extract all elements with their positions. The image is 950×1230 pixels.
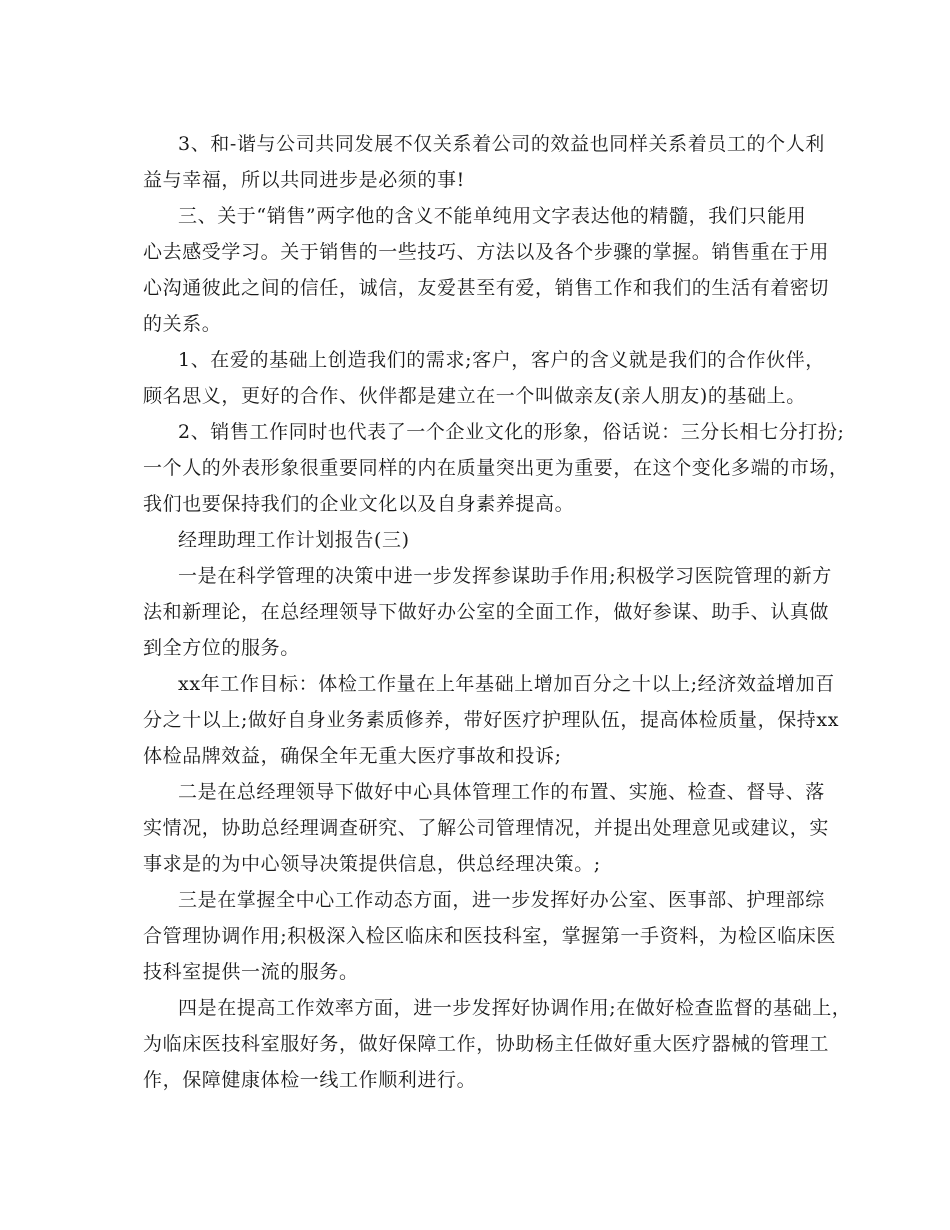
text-line: 事求是的为中心领导决策提供信息，供总经理决策。; [143,853,601,875]
text-line: 到全方位的服务。 [143,637,300,659]
text-line: 心去感受学习。关于销售的一些技巧、方法以及各个步骤的掌握。销售重在于用 [143,241,830,263]
text-line: xx年工作目标：体检工作量在上年基础上增加百分之十以上;经济效益增加百 [178,673,835,695]
text-line: 实情况，协助总经理调查研究、了解公司管理情况，并提出处理意见或建议，实 [143,817,830,839]
text-line: 2、销售工作同时也代表了一个企业文化的形象，俗话说：三分长相七分打扮; [178,421,845,443]
section-heading: 经理助理工作计划报告(三) [178,529,410,551]
text-line: 作，保障健康体检一线工作顺利进行。 [143,1069,477,1091]
text-line: 顾名思义，更好的合作、伙伴都是建立在一个叫做亲友(亲人朋友)的基础上。 [143,385,806,407]
text-line: 3、和-谐与公司共同发展不仅关系着公司的效益也同样关系着员工的个人利 [178,133,825,155]
text-line: 技科室提供一流的服务。 [143,961,359,983]
text-line: 合管理协调作用;积极深入检区临床和医技科室，掌握第一手资料，为检区临床医 [143,925,837,947]
text-line: 三是在掌握全中心工作动态方面，进一步发挥好办公室、医事部、护理部综 [178,889,825,911]
text-line: 一个人的外表形象很重要同样的内在质量突出更为重要，在这个变化多端的市场， [143,457,849,479]
text-line: 心沟通彼此之间的信任，诚信，友爱甚至有爱，销售工作和我们的生活有着密切 [143,277,830,299]
text-line: 一是在科学管理的决策中进一步发挥参谋助手作用;积极学习医院管理的新方 [178,565,832,587]
text-line: 四是在提高工作效率方面，进一步发挥好协调作用;在做好检查监督的基础上， [178,997,852,1019]
text-line: 体检品牌效益，确保全年无重大医疗事故和投诉; [143,745,562,767]
text-line: 益与幸福，所以共同进步是必须的事! [143,169,465,191]
text-line: 三、关于“销售”两字他的含义不能单纯用文字表达他的精髓，我们只能用 [178,205,807,227]
text-line: 1、在爱的基础上创造我们的需求;客户，客户的含义就是我们的合作伙伴， [178,349,825,371]
text-line: 二是在总经理领导下做好中心具体管理工作的布置、实施、检查、督导、落 [178,781,825,803]
text-line: 为临床医技科室服好务，做好保障工作，协助杨主任做好重大医疗器械的管理工 [143,1033,830,1055]
text-line: 我们也要保持我们的企业文化以及自身素养提高。 [143,493,575,515]
text-line: 法和新理论，在总经理领导下做好办公室的全面工作，做好参谋、助手、认真做 [143,601,830,623]
text-line: 的关系。 [143,313,222,335]
text-line: 分之十以上;做好自身业务素质修养，带好医疗护理队伍，提高体检质量，保持xx [143,709,840,731]
